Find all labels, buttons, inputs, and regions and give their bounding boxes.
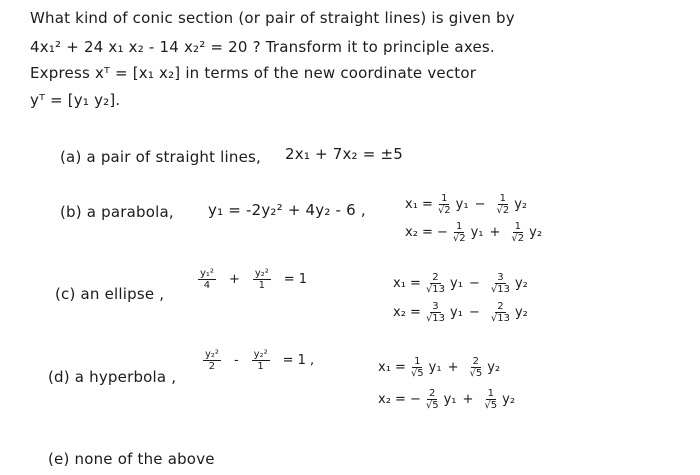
option-d-x1-transform: x₁ = $\frac{1}{√5}$ y₁ + $\frac{2}{√5}$ y₂ <box>378 356 501 379</box>
option-d-x2-term1-fraction: $\frac{2}{√5}$ <box>425 388 439 411</box>
option-c-x2-lhs: x₂ = <box>393 305 421 320</box>
option-c-x2-term1-fraction: $\frac{3}{√13}$ <box>425 301 446 324</box>
option-c-x1-lhs: x₁ = <box>393 276 421 291</box>
option-d-equation: $\frac{\text{y₂²}}{2}$ - $\frac{\text{y₂²}}{1}$ = 1 , <box>205 349 315 372</box>
option-c-x1-term1-fraction: $\frac{2}{√13}$ <box>425 272 446 295</box>
option-c-label[interactable]: (c) an ellipse , <box>55 285 165 303</box>
option-d-label[interactable]: (d) a hyperbola , <box>48 368 177 386</box>
option-c-x2-transform: x₂ = $\frac{3}{√13}$ y₁ − $\frac{2}{√13}$ y₂ <box>393 301 528 324</box>
option-b-x1-term2-fraction: $\frac{1}{√2}$ <box>496 193 510 216</box>
option-b-x2-lhs: x₂ = <box>405 225 433 240</box>
option-e-label[interactable]: (e) none of the above <box>48 450 215 468</box>
option-b-x2-term2-fraction: $\frac{1}{√2}$ <box>511 221 525 244</box>
question-line-2: 4x₁² + 24 x₁ x₂ - 14 x₂² = 20 ? Transform it to principle axes. <box>30 38 495 56</box>
option-c-x2-term2-fraction: $\frac{2}{√13}$ <box>490 301 510 324</box>
option-d-x1-lhs: x₁ = <box>378 360 406 375</box>
option-b-label[interactable]: (b) a parabola, <box>60 203 174 221</box>
option-b-x2-term1-fraction: $\frac{1}{√2}$ <box>452 221 466 244</box>
option-d-x2-term2-fraction: $\frac{1}{√5}$ <box>484 388 498 411</box>
option-d-fraction-1: $\frac{\text{y₂²}}{2}$ <box>205 349 219 372</box>
option-c-x1-transform: x₁ = $\frac{2}{√13}$ y₁ − $\frac{3}{√13}$ y₂ <box>393 272 528 295</box>
option-b-x1-transform: x₁ = $\frac{1}{√2}$ y₁ − $\frac{1}{√2}$ y₂ <box>405 193 528 216</box>
option-d-x1-term1-fraction: $\frac{1}{√5}$ <box>410 356 424 379</box>
option-b-x1-lhs: x₁ = <box>405 197 433 212</box>
option-c-x1-term2-fraction: $\frac{3}{√13}$ <box>490 272 510 295</box>
option-b-equation: y₁ = -2y₂² + 4y₂ - 6 , <box>208 201 366 219</box>
option-a-label[interactable]: (a) a pair of straight lines, <box>60 148 262 166</box>
option-b-x2-transform: x₂ = − $\frac{1}{√2}$ y₁ + $\frac{1}{√2}$ y₂ <box>405 221 543 244</box>
option-d-x2-lhs: x₂ = <box>378 392 406 407</box>
question-line-4: yᵀ = [y₁ y₂]. <box>30 91 121 109</box>
option-d-x1-term2-fraction: $\frac{2}{√5}$ <box>469 356 483 379</box>
question-line-3: Express xᵀ = [x₁ x₂] in terms of the new coordinate vector <box>30 64 477 82</box>
option-c-equation: $\frac{\text{y₁²}}{4}$ + $\frac{\text{y₂²}}{1}$ = 1 <box>200 268 308 291</box>
question-line-1: What kind of conic section (or pair of straight lines) is given by <box>30 9 515 27</box>
option-b-x1-term1-fraction: $\frac{1}{√2}$ <box>437 193 451 216</box>
option-c-fraction-1: $\frac{\text{y₁²}}{4}$ <box>200 268 214 291</box>
option-a-equation: 2x₁ + 7x₂ = ±5 <box>285 145 403 163</box>
option-d-x2-transform: x₂ = − $\frac{2}{√5}$ y₁ + $\frac{1}{√5}$ y₂ <box>378 388 516 411</box>
option-d-fraction-2: $\frac{\text{y₂²}}{1}$ <box>253 349 268 372</box>
option-c-fraction-2: $\frac{\text{y₂²}}{1}$ <box>254 268 269 291</box>
